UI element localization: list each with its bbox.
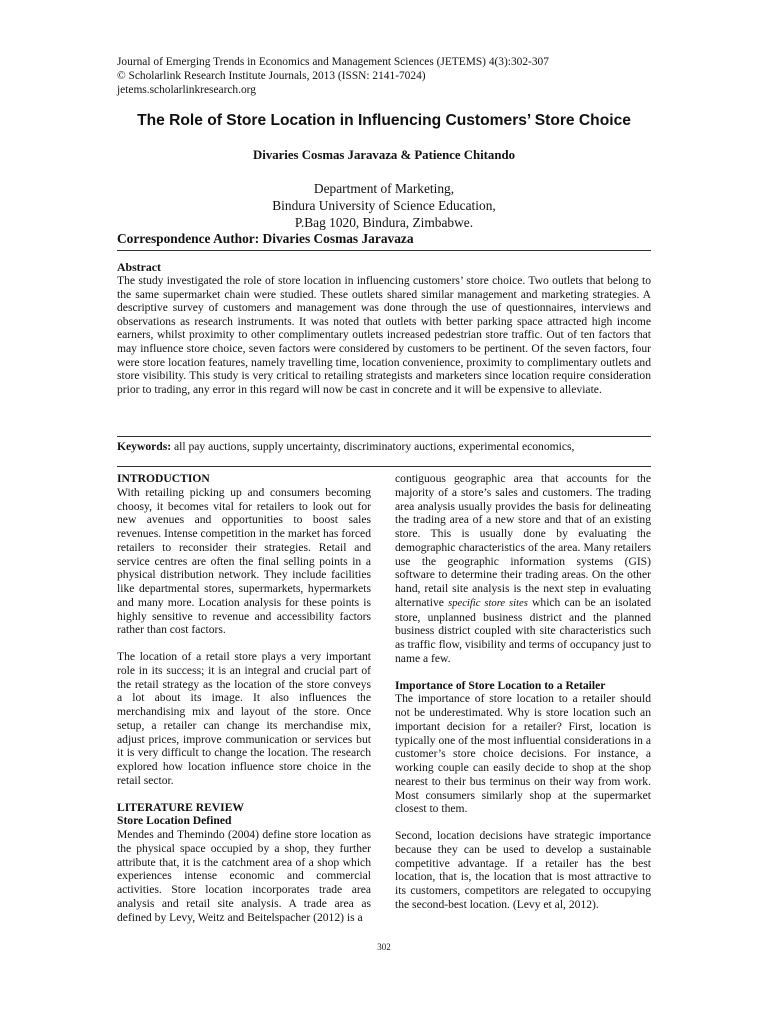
page-number: 302	[377, 942, 391, 952]
correspondence-author: Correspondence Author: Divaries Cosmas Jaravaza	[117, 231, 414, 246]
author-affiliation	[0, 180, 768, 231]
literature-paragraph-1: Mendes and Themindo (2004) define store location as the physical space occupied by a shop, they further attribute that, it is the catchment area of a shop which experiences intense economic and commercial activities. Store location incorporates trade area analysis and retail site analysis. A trade area as defined by Levy, Weitz and Beitelspacher (2012) is a	[117, 828, 371, 924]
paper-title: The Role of Store Location in Influencing Customers’ Store Choice	[137, 112, 631, 129]
keywords-label: Keywords:	[117, 440, 172, 453]
keywords-text: all pay auctions, supply uncertainty, discriminatory auctions, experimental economics,	[171, 440, 575, 453]
intro-paragraph-2: The location of a retail store plays a very important role in its success; it is an integral and crucial part of the retail strategy as the location of the store conveys a lot about its image. It also influences the merchandising mix and layout of the store. Once setup, a retailer can change its merchandise mix, adjust prices, improve communication or services but it is very difficult to change the location. The research explored how location influence store choice in the retail sector.	[117, 650, 371, 787]
journal-website: jetems.scholarlinkresearch.org	[117, 84, 256, 96]
affiliation-address: P.Bag 1020, Bindura, Zimbabwe.	[294, 215, 474, 230]
affiliation-university: Bindura University of Science Education,	[272, 198, 496, 213]
affiliation-department: Department of Marketing,	[313, 181, 455, 196]
trade-area-text-start: contiguous geographic area that accounts for the majority of a store’s sales and customers. The trading area analysis usually provides the basis for delineating the trading area of a new store and that of an existing store. This is usually done by evaluating the demographic characteristics of the area. Many retailers use the geographic information systems (GIS) software to determine their trading areas. On the other hand, retail site analysis is the next step in evaluating alternative	[395, 472, 651, 609]
paper-authors: Divaries Cosmas Jaravaza & Patience Chitando	[253, 148, 515, 162]
specific-store-sites-italic: specific store sites	[448, 597, 528, 609]
journal-citation: Journal of Emerging Trends in Economics and Management Sciences (JETEMS) 4(3):302-307	[117, 56, 549, 68]
divider-keywords	[117, 466, 651, 467]
abstract-heading: Abstract	[117, 260, 161, 274]
store-location-defined-heading: Store Location Defined	[117, 814, 232, 828]
divider-top	[117, 250, 651, 251]
abstract-text: The study investigated the role of store location in influencing customers’ store choice. Two outlets that belong to the same supermarket chain were studied. These outlets shared similar management and marketing strategies. A descriptive survey of customers and management was done through the use of questionnaires, interviews and observations as research instruments. It was noted that outlets with better parking space attracted high income earners, whilst proximity to other complimentary outlets increased pedestrian store traffic. Out of ten factors that may influence store choice, seven factors were considered by customers to be pertinent. Of the seven factors, four were store location features, namely travelling time, location convenience, proximity to complimentary outlets and store visibility. This study is very critical to retailing strategists and marketers since location require consideration prior to trading, any error in this regard will now be cast in concrete and it will be expensive to alleviate.	[117, 274, 651, 396]
right-column	[395, 472, 651, 925]
journal-header	[117, 55, 677, 97]
introduction-heading: INTRODUCTION	[117, 472, 210, 485]
trade-area-paragraph	[395, 472, 651, 666]
copyright-line: © Scholarlink Research Institute Journals, 2013 (ISSN: 2141-7024)	[117, 70, 426, 82]
keywords-line	[117, 440, 651, 453]
importance-paragraph-2: Second, location decisions have strategic importance because they can be used to develop a sustainable competitive advantage. If a retailer has the best location, that is, the location that is most attractive to its customers, competitors are relegated to occupying the second-best location. (Levy et al, 2012).	[395, 829, 651, 911]
importance-paragraph-1: The importance of store location to a retailer should not be underestimated. Why is store location such an important decision for a retailer? First, location is typically one of the most influential considerations in a customer’s store choice decisions. For instance, a working couple can easily decide to shop at the shop nearest to their bus terminus on their way from work. Most consumers similarly shop at the supermarket closest to them.	[395, 692, 651, 816]
trade-area-text-end: which can be an isolated store, unplanned business district and the planned business district coupled with site characteristics such as traffic flow, visibility and terms of occupancy just to name a few.	[395, 595, 651, 665]
importance-heading: Importance of Store Location to a Retailer	[395, 678, 606, 692]
left-column	[117, 472, 371, 937]
divider-abstract	[117, 436, 651, 437]
literature-review-heading: LITERATURE REVIEW	[117, 800, 245, 814]
intro-paragraph-1: With retailing picking up and consumers becoming choosy, it becomes vital for retailers to look out for new avenues and opportunities to boost sales revenues. Intense competition in the market has forced retailers to reconsider their strategies. Retail and service centres are often the final selling points in a physical distribution network. They include facilities like departmental stores, supermarkets, hypermarkets and many more. Location analysis for these points is highly sensitive to revenue and accessibility factors rather than cost factors.	[117, 485, 371, 637]
